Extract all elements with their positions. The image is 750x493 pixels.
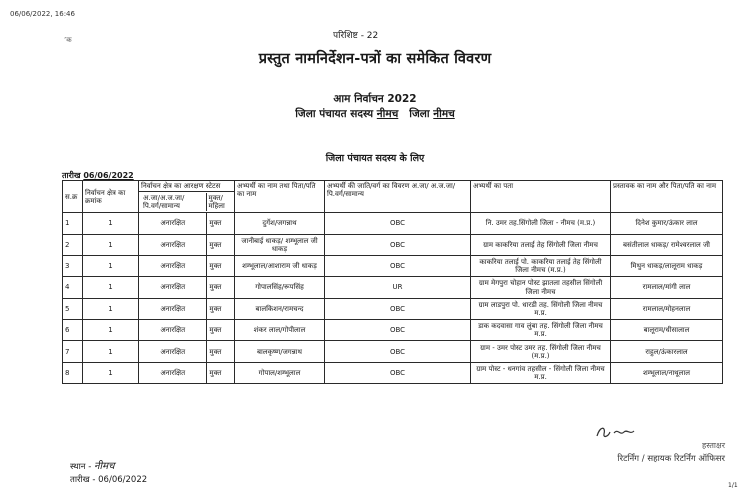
- cell-candidate-name: बालकृष्ण/जगन्नाथ: [235, 341, 325, 362]
- cell-gender: मुक्त: [209, 304, 222, 313]
- cell-reservation: [139, 341, 235, 362]
- cell-caste: OBC: [325, 320, 471, 341]
- cell-candidate-name: गोपालसिंह/रूपसिंह: [235, 277, 325, 298]
- header-category-sub: अ.जा/अ.ज.जा/ पि.वर्ग/सामान्य: [141, 193, 207, 211]
- cell-category: अनारक्षित: [139, 341, 207, 361]
- cell-sno: 2: [63, 234, 83, 255]
- signature-mark: [594, 424, 644, 440]
- cell-reservation: [139, 362, 235, 383]
- cell-reservation: [139, 213, 235, 234]
- cell-candidate-name: जानीबाई धाकड़/ शम्भूलाल जी धाकड़: [235, 234, 325, 255]
- cell-address: काकरिया तलाई पो. काकरिया तलाई तेह सिंगोली जिला नीमच (म.प्र.): [471, 255, 611, 276]
- cell-proposer: शम्भूलाल/नाथूलाल: [611, 362, 723, 383]
- election-label: आम निर्वाचन 2022: [333, 93, 417, 105]
- cell-proposer: बसंतीलाल धाकड़/ रामेश्वरलाल जी: [611, 234, 723, 255]
- cell-candidate-name: दुर्गेश/जगन्नाथ: [235, 213, 325, 234]
- footer-date: तारीख - 06/06/2022: [70, 475, 148, 485]
- cell-candidate-name: शंकर लाल/गोपीलाल: [235, 320, 325, 341]
- cell-sno: 3: [63, 255, 83, 276]
- cell-sno: 5: [63, 298, 83, 319]
- signature-block: [575, 440, 725, 464]
- cell-caste: OBC: [325, 213, 471, 234]
- cell-caste: UR: [325, 277, 471, 298]
- cell-category: अनारक्षित: [139, 256, 207, 276]
- header-candidate-name: अभ्यर्थी का नाम तथा पिता/पति का नाम: [235, 181, 325, 213]
- table-row: [63, 341, 723, 362]
- date-label: तारीख: [62, 171, 81, 180]
- cell-category: अनारक्षित: [139, 235, 207, 255]
- cell-address: नि. उमर तह.सिंगोली जिला - नीमच (म.प्र.): [471, 213, 611, 234]
- header-sno: स.क्र: [63, 181, 83, 213]
- table-row: [63, 362, 723, 383]
- table-row: [63, 320, 723, 341]
- cell-caste: OBC: [325, 255, 471, 276]
- cell-constituency: 1: [83, 298, 139, 319]
- header-reservation-sub: [139, 192, 235, 213]
- cell-caste: OBC: [325, 341, 471, 362]
- place-value: नीमच: [93, 461, 115, 472]
- cell-candidate-name: गोपाल/शम्भूलाल: [235, 362, 325, 383]
- cell-reservation: [139, 234, 235, 255]
- nominations-table: [62, 180, 723, 384]
- district-name-1: नीमच: [376, 108, 399, 120]
- cell-address: ग्राम लाडपुरा पो. धारडी तह. सिंगोली जिला नीमच म.प्र.: [471, 298, 611, 319]
- cell-category: अनारक्षित: [139, 277, 207, 297]
- cell-category: अनारक्षित: [139, 213, 207, 233]
- margin-mark: ’क: [64, 36, 72, 44]
- cell-sno: 1: [63, 213, 83, 234]
- cell-gender: मुक्त: [209, 240, 222, 249]
- table-row: [63, 255, 723, 276]
- page-number: 1/1: [728, 482, 738, 489]
- cell-gender: मुक्त: [209, 262, 222, 271]
- header-proposer: प्रस्तावक का नाम और पिता/पति का नाम: [611, 181, 723, 213]
- cell-gender: मुक्त: [209, 369, 222, 378]
- cell-category: अनारक्षित: [139, 363, 207, 383]
- section-heading: जिला पंचायत सदस्य के लिए: [325, 153, 425, 164]
- cell-constituency: 1: [83, 362, 139, 383]
- cell-proposer: रामलाल/मोहनलाल: [611, 298, 723, 319]
- print-timestamp: 06/06/2022, 16:46: [10, 10, 75, 18]
- table-row: [63, 298, 723, 319]
- date-value: 06/06/2022: [83, 171, 134, 180]
- table-row: [63, 277, 723, 298]
- cell-gender: मुक्त: [209, 326, 222, 335]
- cell-proposer: बालूराम/धीसालाल: [611, 320, 723, 341]
- cell-address: ग्राम - उमर पोस्ट उमर तह. सिंगोली जिला नीमच (म.प्र.): [471, 341, 611, 362]
- cell-category: अनारक्षित: [139, 320, 207, 340]
- cell-constituency: 1: [83, 234, 139, 255]
- cell-constituency: 1: [83, 320, 139, 341]
- cell-constituency: 1: [83, 255, 139, 276]
- cell-address: ग्राम मेगपुरा चोहान पोस्ट झातला तहसील सिंगोली जिला नीमच: [471, 277, 611, 298]
- cell-reservation: [139, 277, 235, 298]
- cell-sno: 6: [63, 320, 83, 341]
- cell-caste: OBC: [325, 298, 471, 319]
- cell-proposer: दिनेश कुमार/ऊंकार लाल: [611, 213, 723, 234]
- cell-reservation: [139, 255, 235, 276]
- cell-reservation: [139, 298, 235, 319]
- cell-reservation: [139, 320, 235, 341]
- cell-proposer: मिथुन धाकड़/लालूराम धाकड़: [611, 255, 723, 276]
- cell-constituency: 1: [83, 213, 139, 234]
- cell-sno: 8: [63, 362, 83, 383]
- cell-address: डाक कदवासा गाव लुंबा तह. सिंगोली जिला नीमच म.प्र.: [471, 320, 611, 341]
- cell-sno: 7: [63, 341, 83, 362]
- place-line: [70, 458, 114, 472]
- signature-label: हस्ताक्षर: [702, 441, 725, 450]
- cell-proposer: राहुल/ऊंकारलाल: [611, 341, 723, 362]
- officer-title: रिटर्निंग / सहायक रिटर्निंग ऑफिसर: [617, 454, 725, 464]
- header-reservation: निर्वाचन क्षेत्र का आरक्षण स्टेटस: [139, 181, 235, 192]
- cell-candidate-name: बालकिशन/रामचन्द: [235, 298, 325, 319]
- document-title: प्रस्तुत नामनिर्देशन-पत्रों का समेकित विवरण: [258, 51, 492, 67]
- cell-candidate-name: शम्भूलाल/आशाराम जी धाकड़: [235, 255, 325, 276]
- district-name-2: नीमच: [433, 108, 455, 120]
- table-header-row: [63, 181, 723, 192]
- header-gender-sub: मुक्त/ महिला: [208, 194, 225, 211]
- district-prefix: जिला पंचायत सदस्य: [295, 108, 374, 120]
- cell-caste: OBC: [325, 234, 471, 255]
- district-line: [0, 107, 750, 121]
- table-row: [63, 213, 723, 234]
- cell-proposer: रामलाल/मांगी लाल: [611, 277, 723, 298]
- cell-address: ग्राम काकरिया तलाई तेह सिंगोली जिला नीमच: [471, 234, 611, 255]
- cell-gender: मुक्त: [209, 219, 222, 228]
- cell-caste: OBC: [325, 362, 471, 383]
- header-constituency-no: निर्वाचन क्षेत्र का क्रमांक: [83, 181, 139, 213]
- appendix-label: परिशिष्ट - 22: [333, 31, 379, 41]
- cell-sno: 4: [63, 277, 83, 298]
- table-row: [63, 234, 723, 255]
- place-label: स्थान -: [70, 462, 92, 472]
- cell-constituency: 1: [83, 277, 139, 298]
- cell-gender: मुक्त: [209, 283, 222, 292]
- header-address: अभ्यर्थी का पता: [471, 181, 611, 213]
- header-caste: अभ्यर्थी की जाति/वर्ग का विवरण अ.जा/ अ.ज.जा/पि.वर्ग/सामान्य: [325, 181, 471, 213]
- cell-category: अनारक्षित: [139, 299, 207, 319]
- cell-address: ग्राम पोस्ट - धनगांव तहसील - सिंगोली जिला नीमच म.प्र.: [471, 362, 611, 383]
- cell-gender: मुक्त: [209, 347, 222, 356]
- district-mid: जिला: [409, 108, 430, 120]
- cell-constituency: 1: [83, 341, 139, 362]
